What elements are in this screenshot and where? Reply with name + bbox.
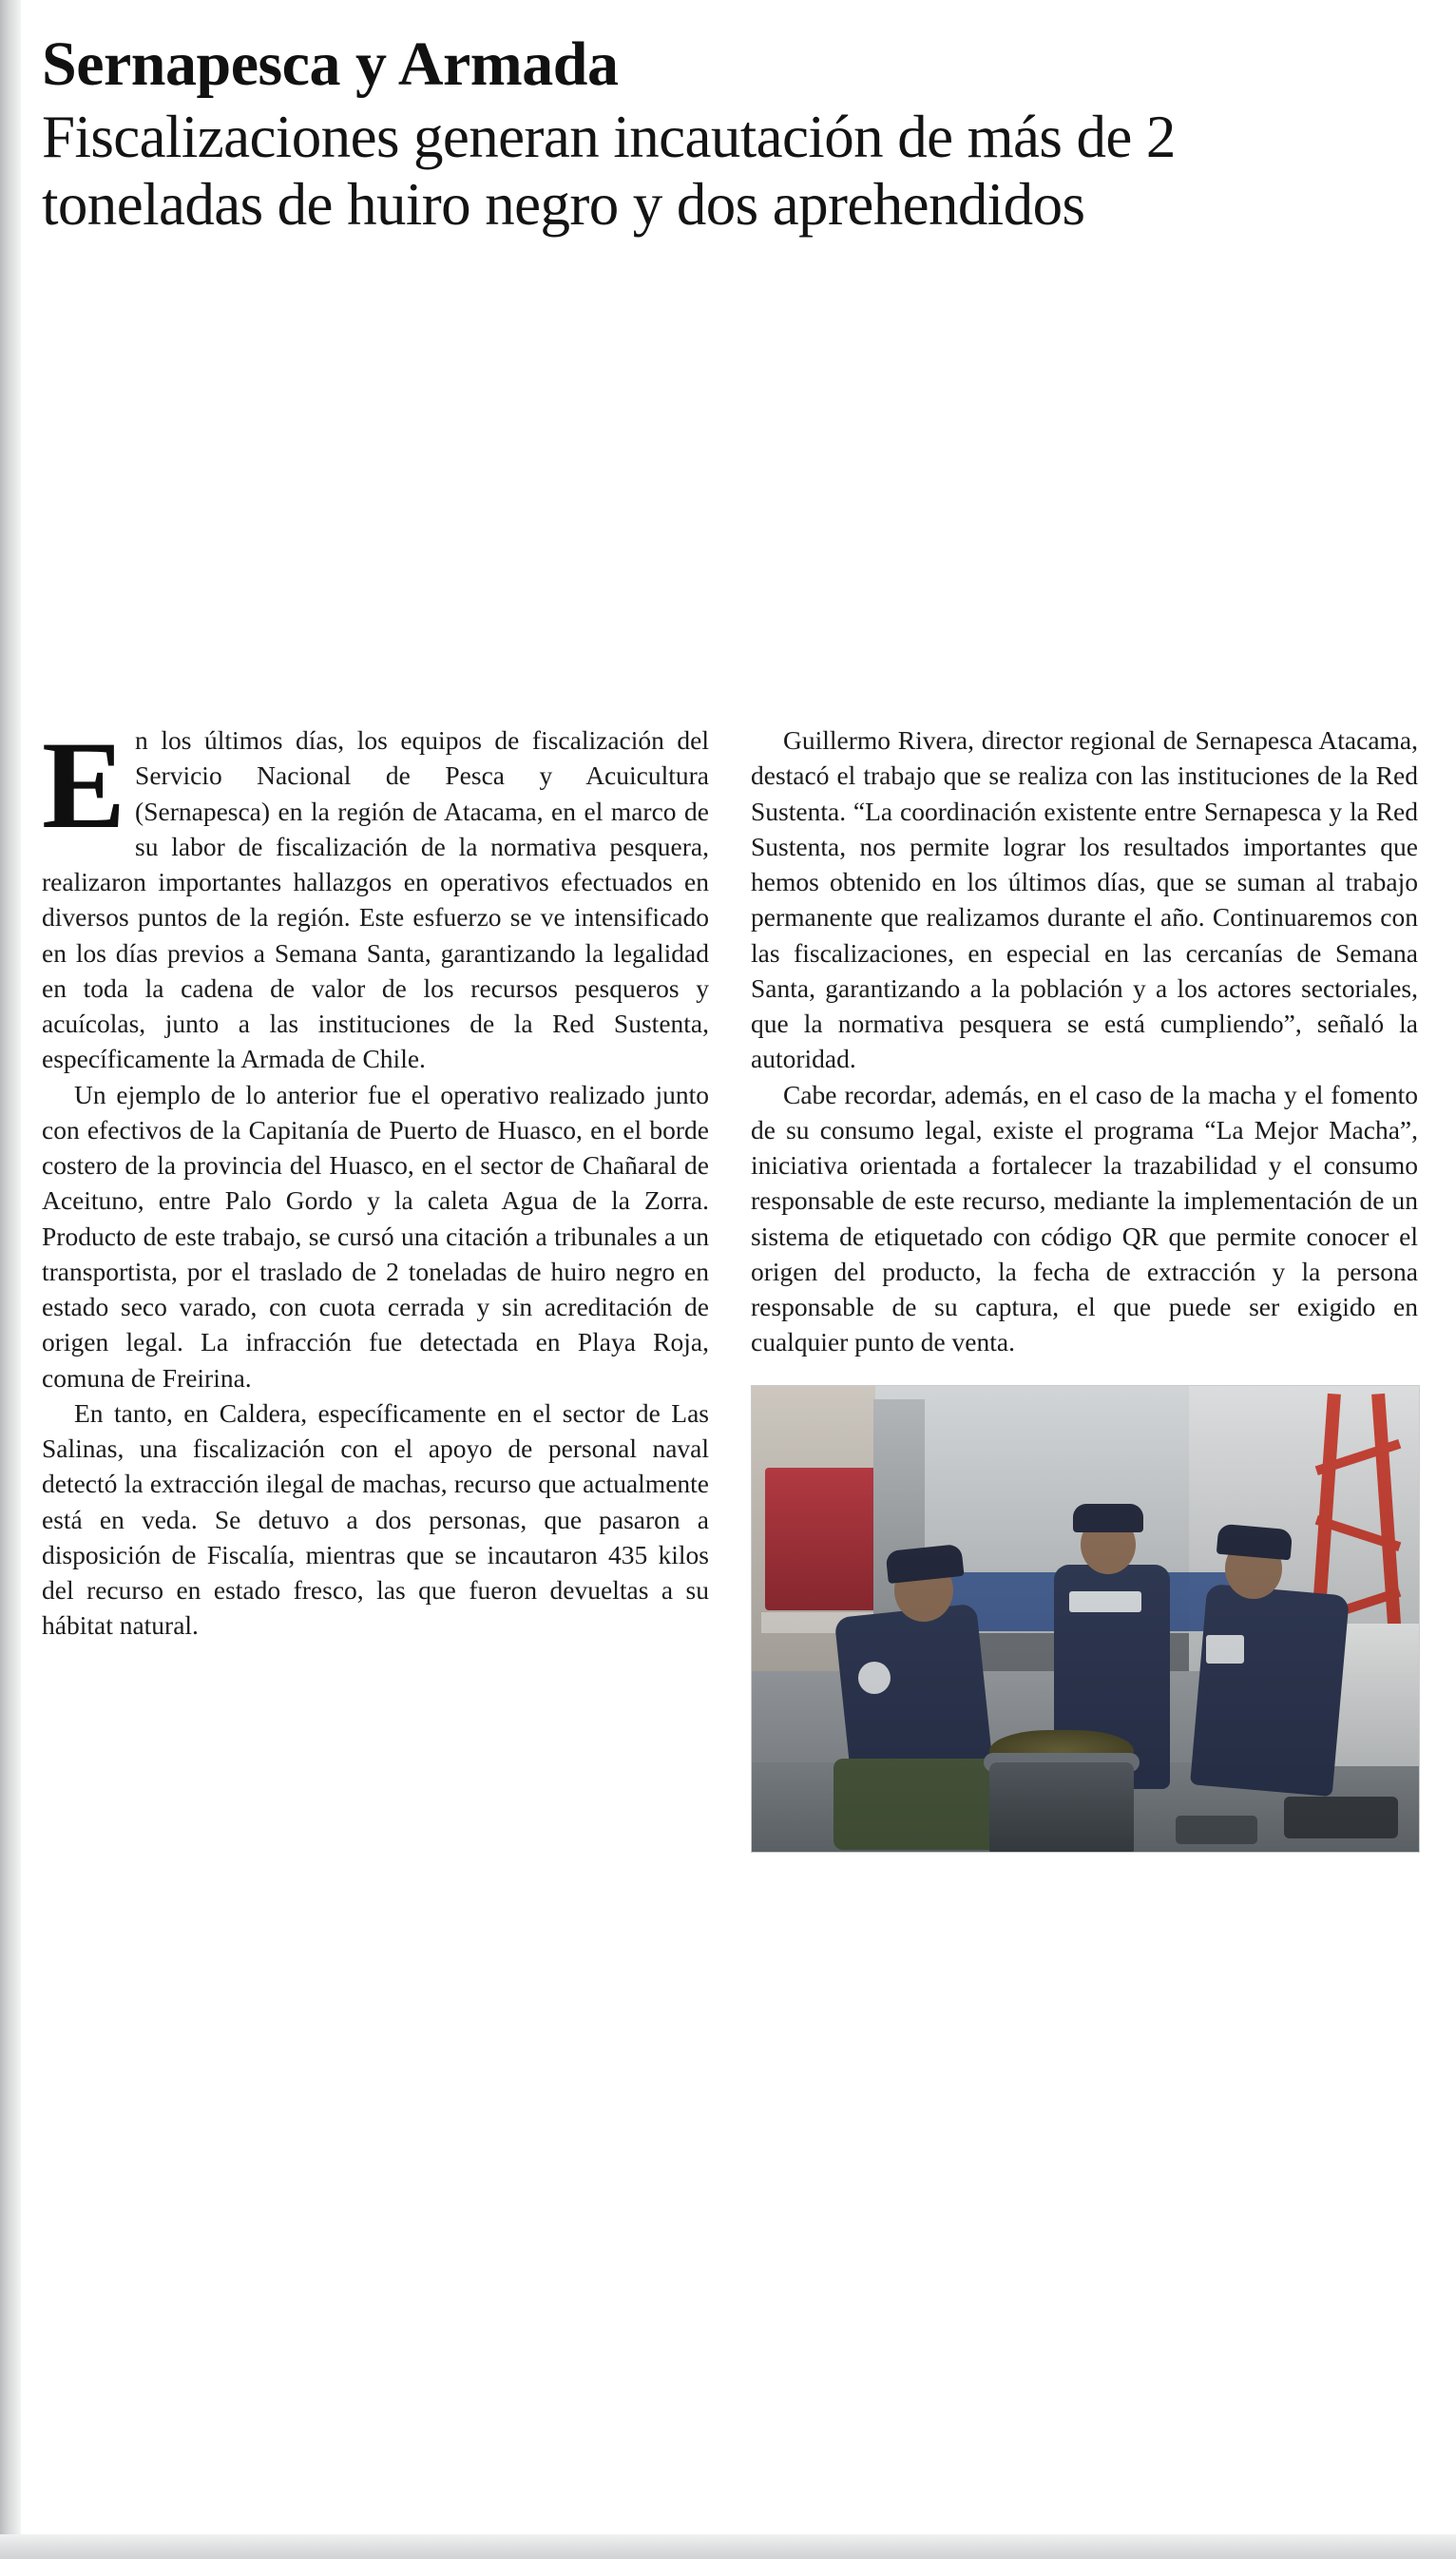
- scan-edge-left: [0, 0, 21, 2559]
- article-kicker: Sernapesca y Armada: [42, 29, 619, 99]
- column-left: [42, 715, 709, 1853]
- column-right: [751, 722, 1418, 1853]
- paragraph: Guillermo Rivera, director regional de Sernapesca Atacama, destacó el trabajo que se realiza con las instituciones de la Red Sustenta. “La coordinación existente entre Sernapesca y la Red Sustenta, nos permite lograr los resultados importantes que hemos obtenido en los últimos días, que se suman al trabajo permanente que realizamos durante el año. Continuaremos con las fiscalizaciones, en especial en las cercanías de Semana Santa, garantizando a la población y a los actores sectoriales, que la normativa pesquera se está cumpliendo”, señaló la autoridad.: [751, 725, 1418, 1074]
- paragraph: Cabe recordar, además, en el caso de la macha y el fomento de su consumo legal, existe el programa “La Mejor Macha”, iniciativa orientada a fortalecer la trazabilidad y el consumo responsable de este recurso, mediante la implementación de un sistema de etiquetado con código QR que permite conocer el origen del producto, la fecha de extracción y la persona responsable de su captura, el que puede ser exigido en cualquier punto de venta.: [751, 1079, 1418, 1357]
- paragraph: Un ejemplo de lo anterior fue el operativo realizado junto con efectivos de la Capitanía de Puerto de Huasco, en el borde costero de la provincia del Huasco, en el sector de Chañaral de Aceituno, entre Palo Gordo y la caleta Agua de la Zorra. Producto de este trabajo, se cursó una citación a tribunales a un transportista, por el traslado de 2 toneladas de huiro negro en estado seco varado, con cuota cerrada y sin acreditación de origen legal. La infracción fue detectada en Playa Roja, comuna de Freirina.: [42, 1079, 709, 1393]
- paragraph: En los últimos días, los equipos de fiscalización del Servicio Nacional de Pesca y Acuicultura (Sernapesca) en la región de Atacama, en el marco de su labor de fiscalización de la normativa pesquera, realizaron importantes hallazgos en operativos efectuados en diversos puntos de la región. Este esfuerzo se ve intensificado en los días previos a Semana Santa, garantizando la legalidad en toda la cadena de valor de los recursos pesqueros y acuícolas, junto a las instituciones de la Red Sustenta, específicamente la Armada de Chile.: [42, 715, 709, 1074]
- photo-grain-overlay: [752, 1386, 1419, 1852]
- article-photo: [751, 1385, 1420, 1853]
- article-body: [42, 715, 1418, 1853]
- article-headline: Fiscalizaciones generan incautación de más de 2 toneladas de huiro negro y dos aprehendidos: [42, 103, 1176, 239]
- scan-edge-bottom: [0, 2534, 1456, 2559]
- headline-block: [42, 29, 1410, 240]
- paragraph: En tanto, en Caldera, específicamente en el sector de Las Salinas, una fiscalización con el apoyo de personal naval detectó la extracción ilegal de machas, recurso que actualmente está en veda. Se detuvo a dos personas, que pasaron a disposición de Fiscalía, mientras que se incautaron 435 kilos del recurso en estado fresco, las que fueron devueltas a su hábitat natural.: [42, 1397, 709, 1641]
